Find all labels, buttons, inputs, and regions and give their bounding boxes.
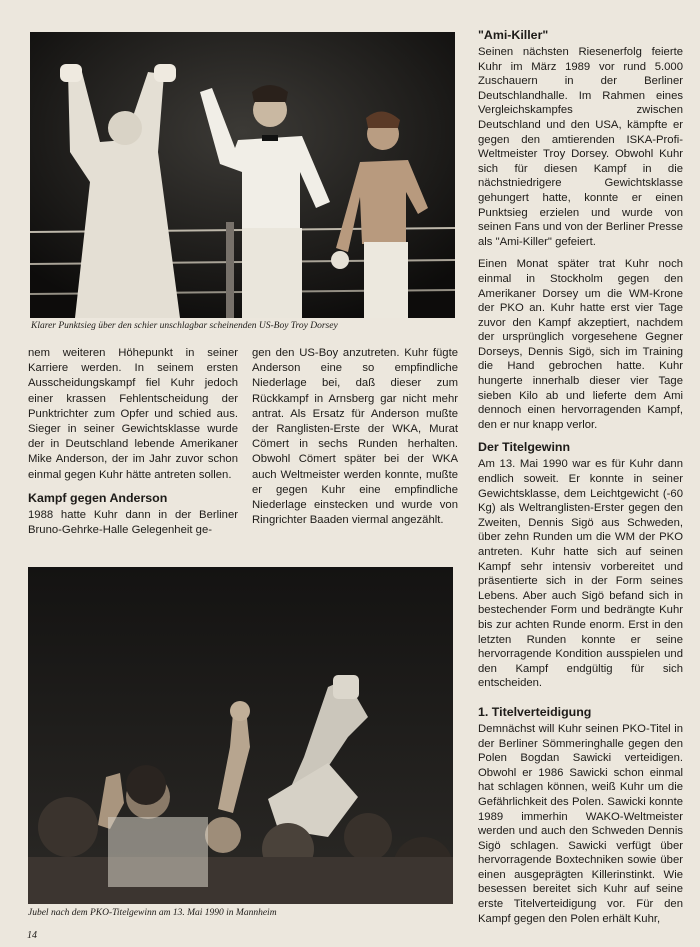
celebration-photo [28, 567, 453, 904]
paragraph: Demnächst will Kuhr seinen PKO-Titel in der Berliner Sömmeringhalle gegen den Polen Bogdan Sawicki verteidigen. Obwohl er 1986 Sawicki schon einmal hat schlagen können, weiß Kuhr um die Gefährlichkeit des Polen. Sawicki konnte 1989 immerhin WAKO-Weltmeister werden und auch den Schweden Dennis Sigö schlagen. Sawicki verfügt über hervorragende Boxtechniken sowie über einen ausgeprägten Killerinstinkt. Wie besessen bereitet sich Kuhr auf seine erste Titelverteidigung vor. Für den Kampf gegen den Polen erhält Kuhr, [478, 722, 683, 925]
boxing-ring-photo [30, 32, 455, 318]
photo-referee-raising-arm [30, 32, 455, 318]
section-heading: "Ami-Killer" [478, 28, 549, 42]
paragraph: Seinen nächsten Riesenerfolg feierte Kuhr im März 1989 vor rund 5.000 Zuschauern in der Berliner Deutschlandhalle. Im Rahmen eines Vergleichskampfes zwischen Deutschland und den USA, kämpfte er gegen den amtierenden ISKA-Profi-Weltmeister Troy Dorsey. Obwohl Kuhr sich für diesen Kampf in die nächstniedrigere Gewichtsklasse gehungert hatte, konnte er einen Punktsieg erzielen und wurde von seinen Fans und von der Berliner Presse als "Ami-Killer" gefeiert. [478, 46, 683, 248]
photo-celebration [28, 567, 453, 904]
paragraph: gen den US-Boy anzutreten. Kuhr fügte Anderson eine so empfindliche Niederlage bei, daß dieser zum Rückkampf in Arnsberg gar nicht mehr antrat. Als Ersatz für Anderson mußte der Ranglisten-Erste der WKA, Murat Cömert in sechs Runden herhalten. Obwohl Cömert später bei der WKA auch Weltmeister werden konnte, mußte er gegen Kuhr eine empfindliche Niederlage einstecken und wurde von Ringrichter Baaden viermal angezählt. [252, 347, 458, 527]
paragraph: Am 13. Mai 1990 war es für Kuhr dann endlich soweit. Er konnte in seiner Gewichtsklasse, dem Leichtgewicht (-60 Kg) als Weltranglisten-Erster gegen den Zweiten, Dennis Sigö aus Schweden, über zehn Runden um die WM der PKO antreten. Kuhr hatte sich auf seinen Kampf sehr intensiv vorbereitet und präsentierte sich in der Form seines Lebens. Aber auch Sigö befand sich in bestechender Form und bedrängte Kuhr bis zur achten Runde enorm. Erst in den letzten Runden konnte er seine hervorragende Kondition ausspielen und den Kampf endgültig für sich entscheiden. [478, 458, 683, 690]
section-heading: Der Titelgewinn [478, 440, 571, 455]
paragraph: 1988 hatte Kuhr dann in der Berliner Bruno-Gehrke-Halle Gelegenheit ge- [28, 508, 238, 537]
article-column-1 [28, 346, 238, 546]
section-heading: Kampf gegen Anderson [28, 490, 168, 505]
section-heading: 1. Titelverteidigung [478, 704, 592, 719]
page-number: 14 [27, 930, 37, 941]
paragraph: Einen Monat später trat Kuhr noch einmal in Stockholm gegen den Amerikaner Dorsey um die WM-Krone der PKO an. Kuhr hatte erst vier Tage zuvor den Kampf akzeptiert, nachdem der ursprünglich vorgesehene Gegner Dorseys, Dennis Sigö, sich im Training die Hand gebrochen hatte. Kuhr hungerte innerhalb dieser vier Tage sieben Kilo ab und lieferte dem Ami dennoch einen hervorragenden Kampf, den er nur knapp verlor. [478, 258, 683, 431]
paragraph: nem weiteren Höhepunkt in seiner Karriere werden. In seinem ersten Ausscheidungskampf fiel Kuhr jedoch einer krassen Fehlentscheidung der Punktrichter zum Opfer und schied aus. Sieger in seiner Gewichtsklasse wurde der in Deutschland lebende Amerikaner Mike Anderson, der im Jahr zuvor schon einmal gegen Kuhr hätte antreten sollen. [28, 347, 238, 481]
photo-caption-top: Klarer Punktsieg über den schier unschlagbar scheinenden US-Boy Troy Dorsey [31, 321, 338, 331]
article-column-3 [478, 26, 683, 934]
article-column-2 [252, 346, 458, 536]
photo-caption-bottom: Jubel nach dem PKO-Titelgewinn am 13. Mai 1990 in Mannheim [28, 908, 277, 918]
